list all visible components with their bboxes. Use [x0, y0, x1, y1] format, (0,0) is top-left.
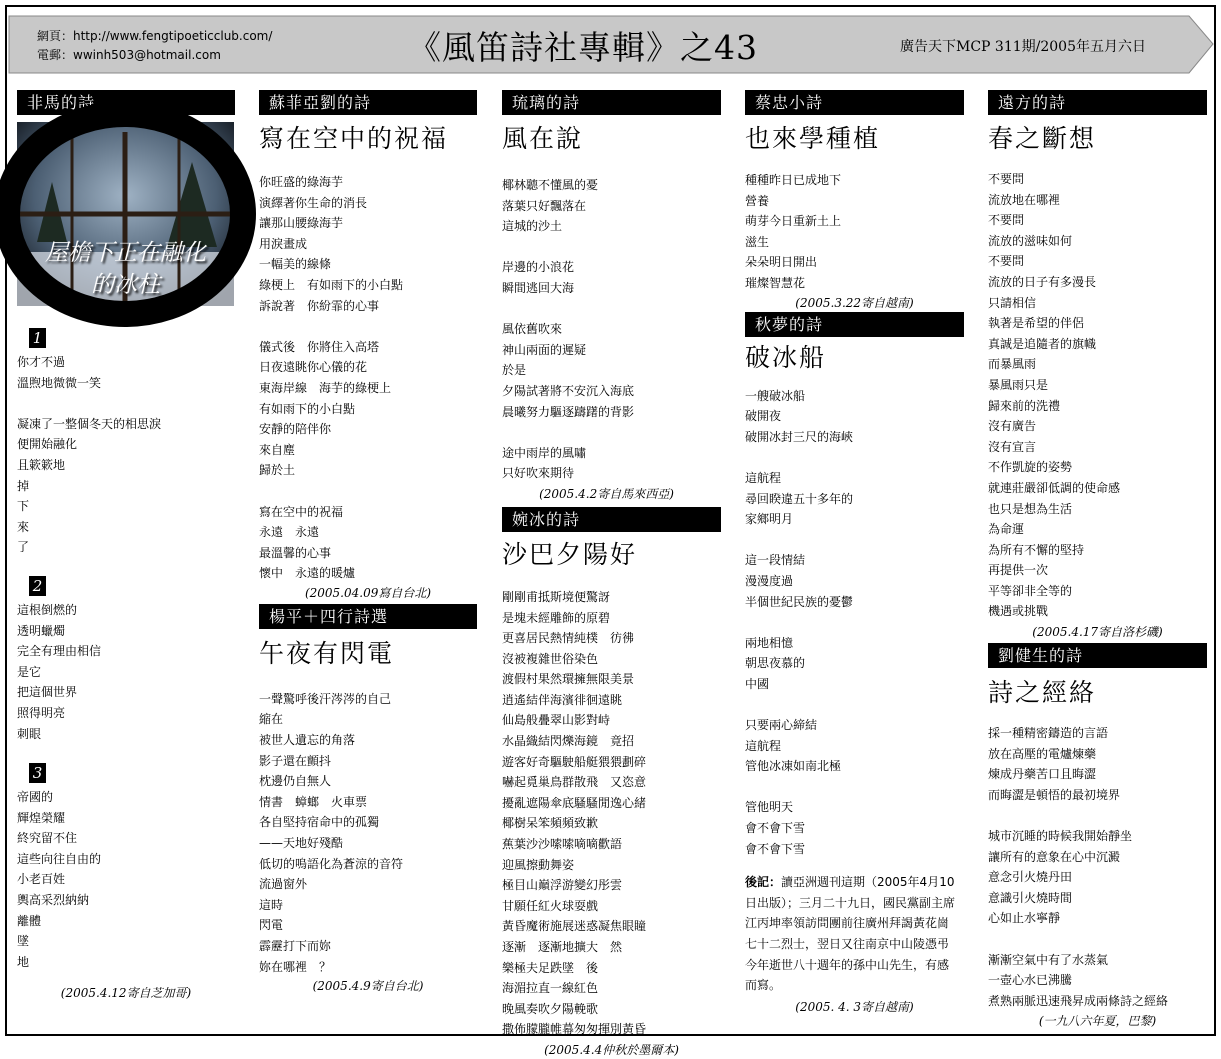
poem-title: 詩之經絡	[988, 678, 1097, 708]
section-header: 楊平＋四行詩選	[259, 604, 477, 629]
poem-line: 是它	[17, 664, 42, 679]
poem-line: 逍遙結伴海濱徘徊遠眺	[502, 692, 623, 707]
poem-line: 把這個世界	[17, 685, 78, 700]
stanza-break	[988, 930, 1207, 951]
poem-line: 墜	[17, 934, 30, 949]
poem-line: 帝國的	[17, 790, 54, 805]
poem-line: 沒被複雜世俗染色	[502, 651, 599, 666]
poem-line: 營養	[745, 193, 770, 208]
poem-line: 歸於土	[259, 463, 296, 478]
stanza-break	[745, 695, 964, 716]
poem-line: 萌芽今日重新土上	[745, 214, 842, 229]
poem-line: 只請相信	[988, 295, 1037, 310]
poem-date: (2005. 4. 3寄自越南)	[795, 999, 914, 1014]
poem-line: 極目山巔浮游變幻彤雲	[502, 878, 623, 893]
poem-line: 小老百姓	[17, 872, 66, 887]
poem-date: (2005.4.9寄自台北)	[312, 979, 424, 994]
poem-title: 寫在空中的祝福	[259, 124, 449, 153]
poem-line: 來	[17, 519, 30, 534]
poem-line: 這城的沙土	[502, 219, 563, 234]
column-3	[502, 90, 721, 1059]
poem-line: 這些向往自由的	[17, 851, 102, 866]
postscript	[745, 872, 955, 996]
poem-line: 會不會下雪	[745, 821, 806, 836]
poem-line: 流放的滋味如何	[988, 233, 1073, 248]
poem-lines	[988, 170, 1207, 623]
poem-line: 煉成丹藥苦口且晦澀	[988, 767, 1097, 782]
poem-lines	[745, 387, 964, 861]
poem-line: 沒有宣言	[988, 439, 1037, 454]
section-number: 2	[29, 576, 46, 596]
poem-line: 沒有廣告	[988, 419, 1037, 434]
poem-line: 岸邊的小浪花	[502, 260, 575, 275]
poem-line: 只好吹來期待	[502, 466, 575, 481]
poem-line: 晚風奏吹夕陽輓歌	[502, 1001, 599, 1016]
poem-line: 且簌簌地	[17, 457, 66, 472]
stanza-break	[745, 531, 964, 552]
poem-line: 訴說著 你紛霏的心事	[259, 298, 380, 313]
poem-lines	[988, 724, 1207, 1012]
poem-part1	[17, 352, 235, 558]
poem-line: 風依舊吹來	[502, 322, 563, 337]
poem-title: 風在說	[502, 124, 584, 153]
poem-line: 會不會下雪	[745, 841, 806, 856]
poem-line: 遊客好奇驅駛船艇猥猥劃碎	[502, 754, 647, 769]
poem-line: 不要問	[988, 254, 1025, 269]
poem-line: 只要兩心締結	[745, 718, 818, 733]
column-1	[17, 90, 235, 1002]
poem-line: 而暴風雨	[988, 357, 1037, 372]
poem-line: 兩地相憶	[745, 635, 794, 650]
poem-line: 地	[17, 954, 30, 969]
poem-line: 朝思夜慕的	[745, 656, 806, 671]
poem-line: 採一種精密鑄造的言語	[988, 726, 1109, 741]
section-header: 婉冰的詩	[502, 507, 721, 532]
poem-line: 最溫馨的心事	[259, 545, 332, 560]
poem-line: 掉	[17, 478, 30, 493]
email-line: 電郵：wwinh503@hotmail.com	[37, 48, 221, 62]
poem-line: 完全有理由相信	[17, 644, 102, 659]
poem-line: 真誠是追隨者的旗幟	[988, 336, 1097, 351]
stanza-break	[502, 423, 721, 444]
poem-title: 午夜有閃電	[259, 638, 395, 668]
poem-line: 讓所有的意象在心中沉澱	[988, 849, 1121, 864]
poem-line: 迎風擦動舞姿	[502, 857, 575, 872]
poem-line: 夕陽試著將不安沉入海底	[502, 383, 635, 398]
poem-line: 永遠 永遠	[259, 525, 320, 540]
poem-title: 沙巴夕陽好	[502, 539, 638, 569]
header-contact	[37, 27, 272, 65]
poem-line: 中國	[745, 676, 770, 691]
stanza-break	[17, 393, 235, 414]
section-header: 蔡忠小詩	[745, 90, 964, 115]
poem-line: 椰林聽不懂風的憂	[502, 178, 599, 192]
poem-line: 演繹著你生命的消長	[259, 195, 368, 210]
photo-caption-line1: 屋檐下正在融化	[45, 240, 206, 266]
poem-line: 尋回睽違五十多年的	[745, 491, 854, 506]
poem-line: 就連莊嚴卻低調的使命感	[988, 480, 1121, 495]
poem-line: 閃電	[259, 918, 284, 933]
poem-line: 甘願任紅火球耍戲	[502, 898, 599, 913]
section-header: 蘇菲亞劉的詩	[259, 90, 477, 115]
postscript-text: 讀亞洲週刊這期（2005年4月10日出版）；三月二十九日，國民黨副主席江丙坤率領訪問團前往廣州拜謁黃花崗七十二烈士，翌日又往南京中山陵憑弔今年逝世八十週年的孫中山先生，有感而寫。	[745, 875, 956, 993]
poem-line: 璀燦智慧花	[745, 275, 806, 290]
issue-info: 廣告天下MCP 311期/2005年五月六日	[900, 39, 1146, 55]
section-header: 非馬的詩	[17, 90, 235, 115]
poem-photo	[17, 122, 234, 306]
poem-date: (2005.4.4仲秋於墨爾本)	[544, 1042, 679, 1057]
section-header: 琉璃的詩	[502, 90, 721, 115]
poem-line: 歸來前的洗禮	[988, 398, 1061, 413]
poem-line: 東海岸線 海芋的綠梗上	[259, 380, 392, 395]
section-header: 秋夢的詩	[745, 312, 964, 337]
poem-line: 也只是想為生活	[988, 501, 1073, 516]
poem-line: 這根倒燃的	[17, 602, 78, 617]
poem-line: 了	[17, 540, 30, 555]
poem-line: 這一段情結	[745, 553, 806, 568]
poem-line: 透明蠟燭	[17, 623, 66, 638]
poem-line: 更喜居民熱情純樸 彷彿	[502, 631, 635, 646]
section-number: 1	[29, 328, 46, 348]
poem-line: 一艘破冰船	[745, 388, 806, 403]
poem-line: 一幅美的線條	[259, 257, 332, 272]
poem-line: 綠梗上 有如雨下的小白點	[259, 277, 404, 292]
poem-line: 破開夜	[745, 409, 782, 424]
poem-line: 半個世紀民族的憂鬱	[745, 594, 854, 609]
poem-lines	[502, 588, 721, 1041]
poem-title: 也來學種植	[745, 124, 881, 153]
poem-line: 執著是希望的伴侶	[988, 316, 1085, 331]
poem-line: 一壺心水已沸騰	[988, 973, 1073, 988]
poem-line: 不要問	[988, 213, 1025, 228]
stanza-break	[988, 806, 1207, 827]
section-header: 劉健生的詩	[988, 643, 1207, 668]
poem-date: (2005.4.17寄自洛杉磯)	[1032, 625, 1163, 640]
poem-line: 椰樹呆笨頻頻致歉	[502, 816, 599, 831]
poem-line: 有如雨下的小白點	[259, 401, 356, 416]
poem-line: 放在高壓的電爐煉藥	[988, 746, 1097, 761]
poem-line: 落葉只好飄落在	[502, 198, 587, 213]
column-4	[745, 90, 964, 1016]
page-title: 《風笛詩社專輯》之43	[408, 28, 758, 67]
poem-line: 再提供一次	[988, 563, 1049, 578]
poem-line: 平等卻非全等的	[988, 583, 1073, 598]
poem-line: 輝煌榮耀	[17, 810, 66, 825]
poem-line: 縮在	[259, 712, 284, 727]
poem-line: 日夜遠眺你心儀的花	[259, 360, 368, 375]
poem-line: 為命運	[988, 522, 1025, 537]
poem-line: ——天地好殘酷	[259, 836, 344, 851]
poem-line: 各自堅持宿命中的孤獨	[259, 815, 380, 830]
poem-line: 情書 蟑螂 火車票	[259, 794, 368, 809]
poem-line: 煮熟兩脈迅速飛昇成兩條詩之經絡	[988, 993, 1169, 1008]
poem-line: 下	[17, 499, 30, 514]
poem-line: 城市沉睡的時候我開始靜坐	[988, 829, 1133, 844]
stanza-break	[745, 778, 964, 799]
poem-line: 破開冰封三尺的海峽	[745, 429, 854, 444]
poem-date: (2005.4.12寄自芝加哥)	[60, 986, 192, 1001]
poem-lines	[259, 172, 477, 584]
poem-line: 來自塵	[259, 442, 296, 457]
poem-line: 擾亂遮陽傘底騷騷閒逸心緒	[502, 795, 647, 810]
poem-date: (2005.04.09寫自台北)	[304, 585, 432, 600]
poem-line: 終究留不住	[17, 831, 78, 846]
postscript-label: 後記：	[745, 875, 782, 890]
poem-line: 溫煦地微微一笑	[17, 375, 102, 390]
poem-line: 霹靂打下而妳	[259, 939, 332, 953]
column-2	[259, 90, 477, 995]
poem-line: 嚇起覓巢鳥群散飛 又恣意	[502, 775, 647, 790]
poem-date: (2005.4.2寄自馬來西亞)	[539, 486, 674, 501]
poem-line: 晨曦努力驅逐躊躇的背影	[502, 404, 635, 419]
poem-line: 儀式後 你將住入高塔	[259, 339, 380, 354]
poem-line: 海湄拉直一線紅色	[502, 981, 599, 996]
poem-lines	[259, 689, 477, 977]
poem-line: 安靜的陪伴你	[259, 422, 332, 437]
poem-line: 滋生	[745, 234, 770, 249]
stanza-break	[259, 316, 477, 337]
stanza-break	[502, 238, 721, 259]
poem-line: 這時	[259, 897, 284, 912]
poem-line: 暴風雨只是	[988, 377, 1049, 392]
poem-line: 撒佈朦朧帷幕匆匆揮別黃昏	[502, 1022, 647, 1037]
poem-line: 種種昨日已成地下	[745, 173, 842, 187]
poem-line: 流過窗外	[259, 877, 308, 892]
section-header: 遠方的詩	[988, 90, 1207, 115]
poem-date: (2005.3.22寄自越南)	[795, 295, 914, 310]
poem-line: 逐漸 逐漸地擴大 然	[502, 940, 623, 954]
poem-line: 枕邊仍自無人	[259, 774, 332, 789]
poem-line: 低切的嗚語化為蒼涼的音符	[259, 856, 404, 871]
poem-line: 輿高采烈納納	[17, 893, 90, 908]
poem-line: 不作凱旋的姿勢	[988, 460, 1073, 475]
poem-line: 水晶織結閃爍海鏡 竟招	[502, 734, 635, 749]
stanza-break	[745, 613, 964, 634]
poem-line: 神山兩面的遲疑	[502, 342, 587, 357]
stanza-break	[502, 300, 721, 321]
poem-line: 流放的日子有多漫長	[988, 274, 1097, 289]
column-5	[988, 90, 1207, 1030]
poem-line: 影子還在顫抖	[259, 753, 332, 768]
section-number: 3	[29, 763, 46, 783]
poem-part2	[17, 600, 235, 744]
poem-line: 妳在哪裡 ？	[259, 959, 332, 974]
poem-line: 家鄉明月	[745, 512, 794, 527]
poem-line: 朵朵明日開出	[745, 255, 818, 270]
photo-caption-line2: 的冰柱	[91, 272, 160, 298]
poem-line: 瞬間逃回大海	[502, 280, 575, 295]
stanza-break	[745, 448, 964, 469]
poem-line: 漸漸空氣中有了水蒸氣	[988, 952, 1109, 967]
poem-line: 你才不過	[17, 355, 66, 369]
poem-line: 這航程	[745, 738, 782, 753]
poem-line: 渡假村果然環擁無限美景	[502, 672, 635, 687]
poem-title: 春之斷想	[988, 124, 1097, 153]
poem-line: 便開始融化	[17, 437, 78, 452]
poem-line: 凝凍了一整個冬天的相思淚	[17, 416, 162, 431]
poem-line: 管他冰凍如南北極	[745, 759, 842, 774]
website-line: 網頁：http://www.fengtipoeticclub.com/	[37, 29, 273, 43]
poem-line: 這航程	[745, 470, 782, 485]
poem-line: 離體	[17, 913, 42, 928]
poem-line: 流放地在哪裡	[988, 192, 1061, 207]
poem-part3	[17, 787, 235, 972]
poem-line: 讓那山腰綠海芋	[259, 216, 344, 231]
poem-date: (一九八六年夏，巴黎)	[1038, 1014, 1157, 1029]
poem-line: 黃昏魔術施展迷惑凝焦眼瞳	[502, 919, 647, 934]
poem-line: 心如止水寧靜	[988, 911, 1061, 926]
poem-line: 樂極夫足跌墜 後	[502, 960, 599, 975]
poem-line: 意念引火燒丹田	[988, 870, 1073, 885]
poem-line: 照得明亮	[17, 705, 66, 720]
poem-line: 一聲驚呼後汗涔涔的自己	[259, 691, 392, 706]
poem-line: 為所有不懈的堅持	[988, 542, 1085, 557]
poem-line: 被世人遺忘的角落	[259, 733, 356, 748]
poem-line: 而晦澀是頓悟的最初境界	[988, 787, 1121, 802]
poem-line: 剛剛甫抵斯境便驚訝	[502, 589, 611, 604]
poem-line: 寫在空中的祝福	[259, 504, 344, 519]
poem-line: 你旺盛的綠海芋	[259, 175, 344, 189]
poem-line: 意識引火燒時間	[988, 890, 1073, 905]
poem-line: 不要問	[988, 172, 1025, 186]
poem-line: 用淚畫成	[259, 236, 308, 251]
poem-line: 刺眼	[17, 726, 42, 741]
poem-line: 漫漫度過	[745, 573, 794, 588]
poem-line: 機遇或挑戰	[988, 604, 1049, 619]
poem-line: 懷中 永遠的暖爐	[259, 566, 356, 581]
poem-line: 途中雨岸的風嘯	[502, 445, 587, 460]
poem-lines	[745, 170, 964, 294]
poem-line: 於是	[502, 363, 527, 378]
poem-line: 管他明天	[745, 800, 794, 815]
poem-line: 是塊未經雕飾的原碧	[502, 610, 611, 625]
poem-lines	[502, 176, 721, 485]
poem-line: 仙島般疊翠山影對峙	[502, 713, 611, 728]
poem-title: 破冰船	[745, 342, 827, 372]
poem-line: 蕉葉沙沙嗦嗦嘀嘀歡語	[502, 837, 623, 852]
stanza-break	[259, 481, 477, 502]
